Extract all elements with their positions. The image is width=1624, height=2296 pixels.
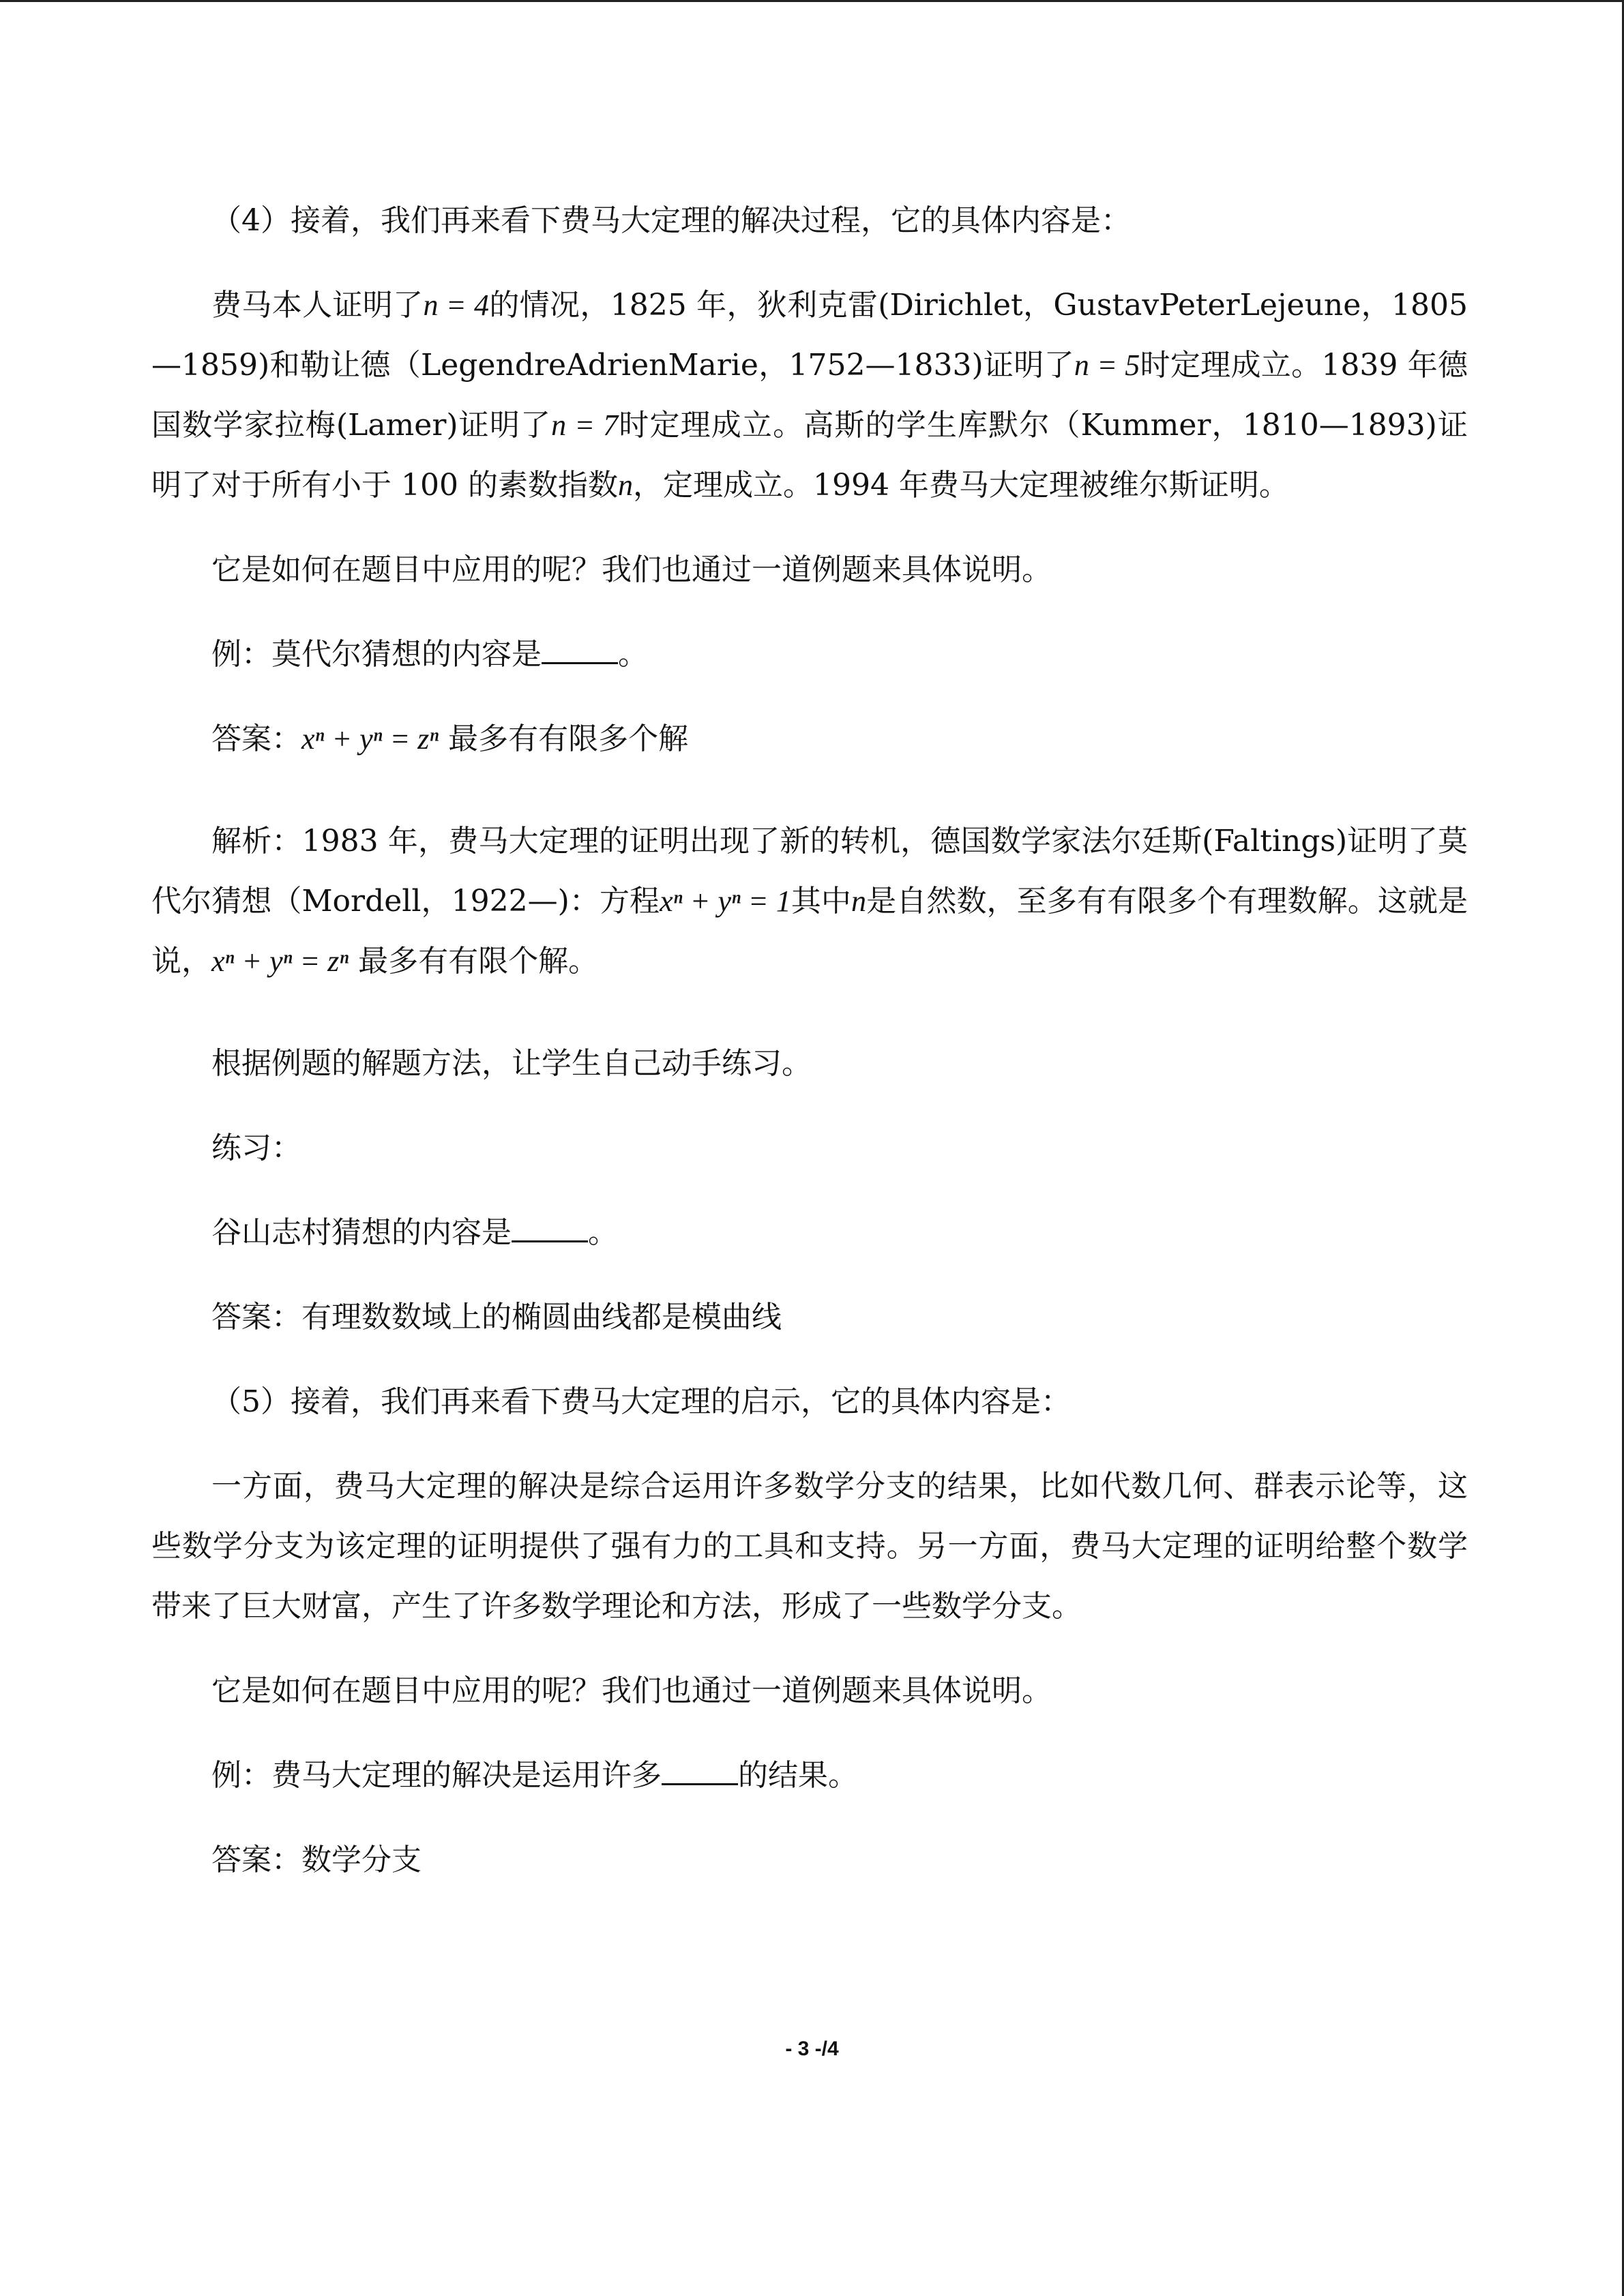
math-n-equals-4: n = 4 bbox=[423, 288, 489, 322]
text-run: 例：莫代尔猜想的内容是 bbox=[211, 637, 542, 672]
math-equation: xⁿ + yⁿ = zⁿ bbox=[301, 722, 439, 756]
text-run: 例：费马大定理的解决是运用许多 bbox=[211, 1758, 662, 1793]
math-n: n bbox=[617, 468, 633, 502]
text-run: 答案： bbox=[211, 721, 301, 756]
text-run: 谷山志村猜想的内容是 bbox=[211, 1215, 512, 1250]
paragraph-practice-label: 练习： bbox=[211, 1131, 301, 1165]
text-run: 其中 bbox=[791, 884, 852, 919]
math-n-equals-5: n = 5 bbox=[1074, 348, 1140, 382]
paragraph-practice-intro: 根据例题的解题方法，让学生自己动手练习。 bbox=[211, 1046, 812, 1081]
text-run: 的情况，1825 年，狄利克雷(Dirichlet，GustavPeterLejeune，1805—1859)和勒让德（LegendreAdrienMarie，1752—1833)证明了 bbox=[151, 288, 1468, 383]
math-n: n bbox=[851, 884, 867, 918]
fill-in-blank bbox=[662, 1756, 738, 1785]
text-run: 费马本人证明了 bbox=[211, 288, 424, 323]
paragraph-analysis bbox=[151, 811, 1468, 992]
text-run: 最多有有限个解。 bbox=[349, 944, 599, 979]
paragraph-solution-history bbox=[151, 275, 1468, 516]
paragraph-answer-2: 答案：数学分支 bbox=[211, 1843, 422, 1877]
text-run: 。 bbox=[588, 1215, 618, 1250]
math-n-equals-7: n = 7 bbox=[551, 408, 619, 442]
document-body bbox=[151, 191, 1468, 1915]
text-run: 时定理成立。1839 年德国数学家拉梅(Lamer)证明了 bbox=[151, 348, 1468, 443]
page-number: - 3 -/4 bbox=[785, 2038, 839, 2060]
fill-in-blank bbox=[512, 1213, 588, 1242]
text-run: 最多有有限多个解 bbox=[439, 721, 689, 756]
paragraph-example-2 bbox=[151, 1746, 1468, 1806]
math-equation: xⁿ + yⁿ = zⁿ bbox=[211, 944, 349, 978]
paragraph-application-question-2: 它是如何在题目中应用的呢？我们也通过一道例题来具体说明。 bbox=[211, 1673, 1052, 1708]
text-run: ，定理成立。1994 年费马大定理被维尔斯证明。 bbox=[632, 468, 1289, 503]
text-run: 的结果。 bbox=[738, 1758, 858, 1793]
paragraph-practice-question bbox=[151, 1203, 1468, 1263]
page-border-top bbox=[0, 0, 1624, 2]
fill-in-blank bbox=[542, 635, 618, 664]
text-run: 解析：1983 年，费马大定理的证明出现了新的转机，德国数学家法尔廷斯(Faltings)证明了莫代尔猜想（Mordell，1922—)：方程 bbox=[151, 824, 1468, 919]
math-equation: xⁿ + yⁿ = 1 bbox=[660, 884, 791, 918]
paragraph-practice-answer: 答案：有理数数域上的椭圆曲线都是模曲线 bbox=[211, 1300, 782, 1335]
paragraph-implications: 一方面，费马大定理的解决是综合运用许多数学分支的结果，比如代数几何、群表示论等，这些数学分支为该定理的证明提供了强有力的工具和支持。另一方面，费马大定理的证明给整个数学带来了巨大财富，产生了许多数学理论和方法，形成了一些数学分支。 bbox=[151, 1469, 1468, 1624]
paragraph-answer-mordell bbox=[151, 709, 1468, 769]
text-run: 是自然数，至多有有限多个有理数解。这就是说， bbox=[151, 884, 1468, 979]
paragraph-section-4-intro: （4）接着，我们再来看下费马大定理的解决过程，它的具体内容是： bbox=[211, 203, 1131, 238]
text-run: 时定理成立。高斯的学生库默尔（Kummer，1810—1893)证明了对于所有小于 100 的素数指数 bbox=[151, 408, 1468, 503]
text-run: 。 bbox=[618, 637, 648, 672]
paragraph-example-mordell bbox=[151, 625, 1468, 685]
paragraph-application-question: 它是如何在题目中应用的呢？我们也通过一道例题来具体说明。 bbox=[211, 552, 1052, 587]
paragraph-section-5-intro: （5）接着，我们再来看下费马大定理的启示，它的具体内容是： bbox=[211, 1384, 1071, 1419]
